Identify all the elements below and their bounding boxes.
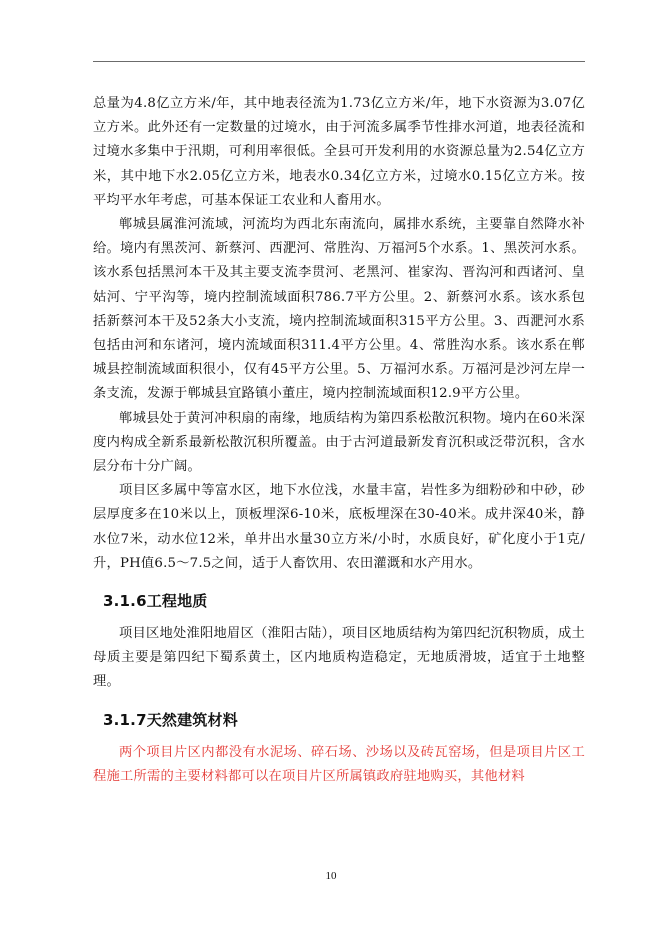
paragraph-groundwater: 项目区多属中等富水区，地下水位浅，水量丰富，岩性多为细粉砂和中砂，砂层厚度多在10米以上，顶板埋深6-10米，底板埋深在30-40米。成井深40米，静水位7米，动水位12米，单井出水量30立方米/小时，水质良好，矿化度小于1克/升，PH值6.5～7.5之间，适于人畜饮用、农田灌溉和水产用水。	[93, 483, 585, 571]
section-heading-building-materials: 3.1.7天然建筑材料	[103, 710, 238, 729]
paragraph-geology-alluvial: 郸城县处于黄河冲积扇的南缘，地质结构为第四系松散沉积物。境内在60米深度内构成全新系最新松散沉积所覆盖。由于古河道最新发育沉积或泛带沉积，含水层分布十分广阔。	[93, 410, 585, 475]
paragraph-river-systems: 郸城县属淮河流域，河流均为西北东南流向，属排水系统，主要靠自然降水补给。境内有黑茨河、新蔡河、西淝河、常胜沟、万福河5个水系。1、黑茨河水系。该水系包括黑河本干及其主要支流李贯河、老黑河、崔家沟、晋沟河和西诸河、皇姑河、宁平沟等，境内控制流域面积786.7平方公里。2、新蔡河水系。该水系包括新蔡河本干及52条大小支流，境内控制流域面积315平方公里。3、西淝河水系包括由河和东诸河，境内流域面积311.4平方公里。4、常胜沟水系。该水系在郸城县控制流域面积很小，仅有45平方公里。5、万福河水系。万福河是沙河左岸一条支流，发源于郸城县宜路镇小董庄，境内控制流域面积12.9平方公里。	[93, 217, 585, 402]
section-heading-engineering-geology: 3.1.6工程地质	[103, 592, 208, 611]
header-rule	[93, 61, 585, 62]
paragraph-building-materials: 两个项目片区内都没有水泥场、碎石场、沙场以及砖瓦窑场，但是项目片区工程施工所需的主要材料都可以在项目片区所属镇政府驻地购买，其他材料	[93, 744, 585, 784]
paragraph-engineering-geology: 项目区地处淮阳地眉区（淮阳古陆），项目区地质结构为第四纪沉积物质，成土母质主要是第四纪下蜀系黄土，区内地质构造稳定，无地质滑坡，适宜于土地整理。	[93, 626, 585, 690]
page-number: 10	[325, 870, 337, 882]
page-content	[93, 92, 585, 789]
paragraph-water-resources: 总量为4.8亿立方米/年，其中地表径流为1.73亿立方米/年，地下水资源为3.07亿立方米。此外还有一定数量的过境水，由于河流多属季节性排水河道，地表径流和过境水多集中于汛期，可利用率很低。全县可开发利用的水资源总量为2.54亿立方米，其中地下水2.05亿立方米，地表水0.34亿立方米，过境水0.15亿立方米。按平均平水年考虑，可基本保证工农业和人畜用水。	[93, 96, 585, 208]
